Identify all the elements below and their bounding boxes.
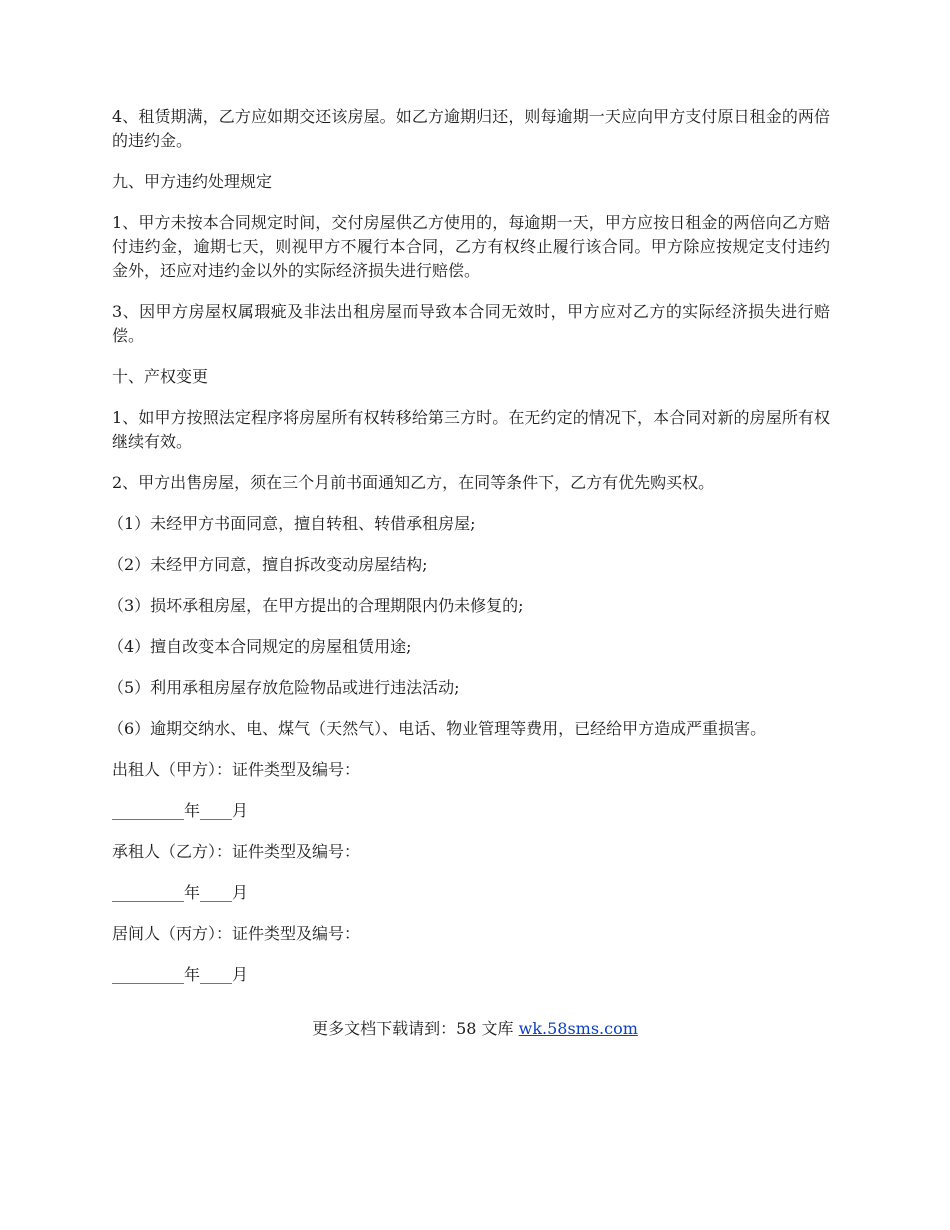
list-item: （2）未经甲方同意，擅自拆改变动房屋结构; [108,555,428,574]
footer-link[interactable]: wk.58sms.com [518,1019,638,1038]
clause-1-delivery: 1、甲方未按本合同规定时间，交付房屋供乙方使用的，每逾期一天，甲方应按日租金的两倍向乙方赔付违约金，逾期七天，则视甲方不履行本合同，乙方有权终止履行该合同。甲方除应按规定支付违约金外，还应对违约金以外的实际经济损失进行赔偿。 [112,213,830,280]
signature-lessee-label: 承租人（乙方）：证件类型及编号： [112,842,361,861]
document-body [108,105,830,1004]
signature-lessor-date: _________年____月 [112,801,249,820]
list-item: （1）未经甲方书面同意，擅自转租、转借承租房屋; [108,514,476,533]
signature-agent-label: 居间人（丙方）：证件类型及编号： [112,924,361,943]
list-item: （3）损坏承租房屋，在甲方提出的合理期限内仍未修复的; [108,596,524,615]
clause-2-sale: 2、甲方出售房屋，须在三个月前书面通知乙方，在同等条件下，乙方有优先购买权。 [112,473,715,492]
list-item: （4）擅自改变本合同规定的房屋租赁用途; [108,637,412,656]
signature-lessee-date: _________年____月 [112,883,249,902]
list-item: （5）利用承租房屋存放危险物品或进行违法活动; [108,678,460,697]
footer-text: 更多文档下载请到：58 文库 [312,1019,519,1038]
clause-1-transfer: 1、如甲方按照法定程序将房屋所有权转移给第三方时。在无约定的情况下，本合同对新的房屋所有权继续有效。 [112,408,830,451]
section-heading-9: 九、甲方违约处理规定 [112,172,273,191]
clause-3-invalid: 3、因甲方房屋权属瑕疵及非法出租房屋而导致本合同无效时，甲方应对乙方的实际经济损失进行赔偿。 [112,302,830,345]
signature-lessor-label: 出租人（甲方）：证件类型及编号： [112,760,361,779]
clause-4-return: 4、租赁期满，乙方应如期交还该房屋。如乙方逾期归还，则每逾期一天应向甲方支付原日租金的两倍的违约金。 [112,107,830,150]
footer [0,1017,950,1041]
list-item: （6）逾期交纳水、电、煤气（天然气）、电话、物业管理等费用，已经给甲方造成严重损害。 [108,719,767,738]
section-heading-10: 十、产权变更 [112,367,209,386]
signature-agent-date: _________年____月 [112,965,249,984]
